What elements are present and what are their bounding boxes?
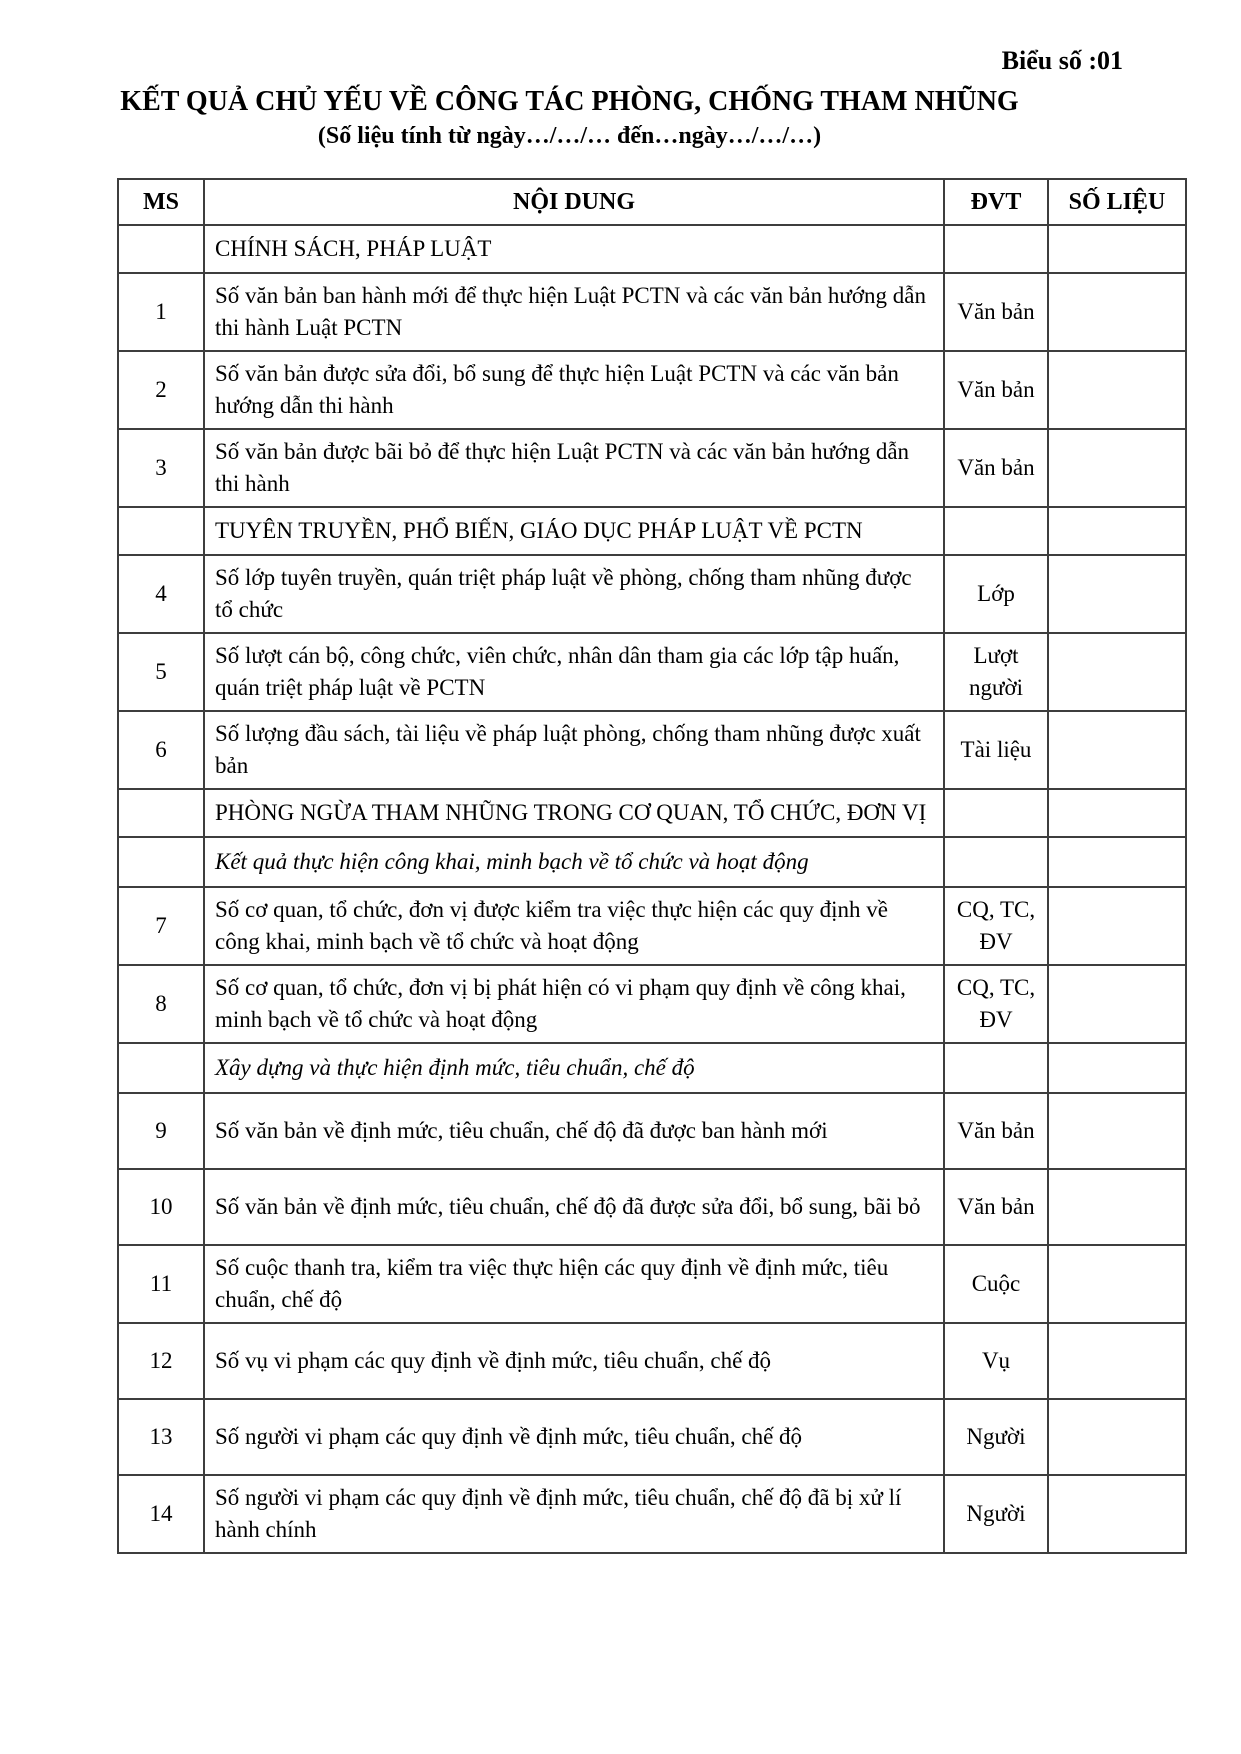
table-row [118,711,1186,789]
value-cell [1048,225,1186,273]
column-header-dvt: ĐVT [944,179,1048,225]
content-cell: Số văn bản ban hành mới để thực hiện Luật PCTN và các văn bản hướng dẫn thi hành Luật PCTN [204,273,944,351]
subsection-row [118,1043,1186,1093]
table-row [118,1245,1186,1323]
content-cell: Số cuộc thanh tra, kiểm tra việc thực hiện các quy định về định mức, tiêu chuẩn, chế độ [204,1245,944,1323]
unit-cell: Văn bản [944,1093,1048,1169]
unit-cell: Vụ [944,1323,1048,1399]
unit-cell [944,837,1048,887]
document-heading [117,84,1022,152]
ms-cell: 14 [118,1475,204,1553]
table-row [118,1093,1186,1169]
content-cell: Kết quả thực hiện công khai, minh bạch về tổ chức và hoạt động [204,837,944,887]
content-cell: TUYÊN TRUYỀN, PHỔ BIẾN, GIÁO DỤC PHÁP LUẬT VỀ PCTN [204,507,944,555]
ms-cell: 11 [118,1245,204,1323]
value-cell [1048,711,1186,789]
form-number: Biểu số :01 [1001,46,1123,75]
ms-cell: 10 [118,1169,204,1245]
table-row [118,1323,1186,1399]
section-row [118,225,1186,273]
ms-cell: 5 [118,633,204,711]
value-cell [1048,837,1186,887]
content-cell: Số văn bản về định mức, tiêu chuẩn, chế độ đã được ban hành mới [204,1093,944,1169]
unit-cell: Người [944,1475,1048,1553]
unit-cell: CQ, TC, ĐV [944,887,1048,965]
ms-cell: 8 [118,965,204,1043]
content-cell: Số lượt cán bộ, công chức, viên chức, nhân dân tham gia các lớp tập huấn, quán triệt pháp luật về PCTN [204,633,944,711]
subsection-row [118,837,1186,887]
unit-cell: Văn bản [944,429,1048,507]
content-cell: Số văn bản được sửa đổi, bổ sung để thực hiện Luật PCTN và các văn bản hướng dẫn thi hành [204,351,944,429]
table-row [118,1475,1186,1553]
unit-cell: Lớp [944,555,1048,633]
table-row [118,1169,1186,1245]
header-row [118,179,1186,225]
ms-cell: 3 [118,429,204,507]
unit-cell: Tài liệu [944,711,1048,789]
value-cell [1048,1169,1186,1245]
value-cell [1048,1043,1186,1093]
section-row [118,789,1186,837]
unit-cell [944,507,1048,555]
table-row [118,555,1186,633]
section-row [118,507,1186,555]
results-table [117,178,1187,1554]
content-cell: Số người vi phạm các quy định về định mức, tiêu chuẩn, chế độ đã bị xử lí hành chính [204,1475,944,1553]
unit-cell [944,1043,1048,1093]
content-cell: Số cơ quan, tổ chức, đơn vị được kiểm tra việc thực hiện các quy định về công khai, minh bạch về tổ chức và hoạt động [204,887,944,965]
ms-cell: 1 [118,273,204,351]
unit-cell [944,225,1048,273]
content-cell: Số văn bản về định mức, tiêu chuẩn, chế độ đã được sửa đổi, bổ sung, bãi bỏ [204,1169,944,1245]
value-cell [1048,1093,1186,1169]
unit-cell: Văn bản [944,1169,1048,1245]
content-cell: CHÍNH SÁCH, PHÁP LUẬT [204,225,944,273]
value-cell [1048,633,1186,711]
ms-cell: 13 [118,1399,204,1475]
value-cell [1048,965,1186,1043]
ms-cell [118,225,204,273]
table-row [118,887,1186,965]
ms-cell: 2 [118,351,204,429]
column-header-ms: MS [118,179,204,225]
table-row [118,965,1186,1043]
unit-cell: Văn bản [944,273,1048,351]
ms-cell: 6 [118,711,204,789]
value-cell [1048,273,1186,351]
content-cell: Số văn bản được bãi bỏ để thực hiện Luật PCTN và các văn bản hướng dẫn thi hành [204,429,944,507]
value-cell [1048,555,1186,633]
value-cell [1048,1245,1186,1323]
document-title: KẾT QUẢ CHỦ YẾU VỀ CÔNG TÁC PHÒNG, CHỐNG THAM NHŨNG [120,86,1019,117]
content-cell: Số cơ quan, tổ chức, đơn vị bị phát hiện có vi phạm quy định về công khai, minh bạch về tổ chức và hoạt động [204,965,944,1043]
table-row [118,1399,1186,1475]
results-table-header [118,179,1186,225]
ms-cell: 4 [118,555,204,633]
unit-cell [944,789,1048,837]
content-cell: Xây dựng và thực hiện định mức, tiêu chuẩn, chế độ [204,1043,944,1093]
value-cell [1048,1399,1186,1475]
unit-cell: Lượt người [944,633,1048,711]
unit-cell: CQ, TC, ĐV [944,965,1048,1043]
content-cell: Số người vi phạm các quy định về định mức, tiêu chuẩn, chế độ [204,1399,944,1475]
content-cell: Số vụ vi phạm các quy định về định mức, tiêu chuẩn, chế độ [204,1323,944,1399]
ms-cell [118,1043,204,1093]
content-cell: PHÒNG NGỪA THAM NHŨNG TRONG CƠ QUAN, TỔ CHỨC, ĐƠN VỊ [204,789,944,837]
value-cell [1048,1323,1186,1399]
value-cell [1048,789,1186,837]
value-cell [1048,887,1186,965]
content-cell: Số lượng đầu sách, tài liệu về pháp luật phòng, chống tham nhũng được xuất bản [204,711,944,789]
table-row [118,351,1186,429]
ms-cell: 7 [118,887,204,965]
value-cell [1048,351,1186,429]
value-cell [1048,507,1186,555]
ms-cell: 9 [118,1093,204,1169]
document-subtitle: (Số liệu tính từ ngày…/…/… đến…ngày…/…/…) [317,123,822,149]
table-row [118,429,1186,507]
value-cell [1048,429,1186,507]
ms-cell [118,507,204,555]
value-cell [1048,1475,1186,1553]
unit-cell: Văn bản [944,351,1048,429]
ms-cell [118,837,204,887]
results-table-body [118,225,1186,1553]
table-row [118,633,1186,711]
column-header-noi-dung: NỘI DUNG [204,179,944,225]
ms-cell: 12 [118,1323,204,1399]
content-cell: Số lớp tuyên truyền, quán triệt pháp luật về phòng, chống tham nhũng được tổ chức [204,555,944,633]
ms-cell [118,789,204,837]
unit-cell: Cuộc [944,1245,1048,1323]
table-row [118,273,1186,351]
column-header-so-lieu: SỐ LIỆU [1048,179,1186,225]
unit-cell: Người [944,1399,1048,1475]
